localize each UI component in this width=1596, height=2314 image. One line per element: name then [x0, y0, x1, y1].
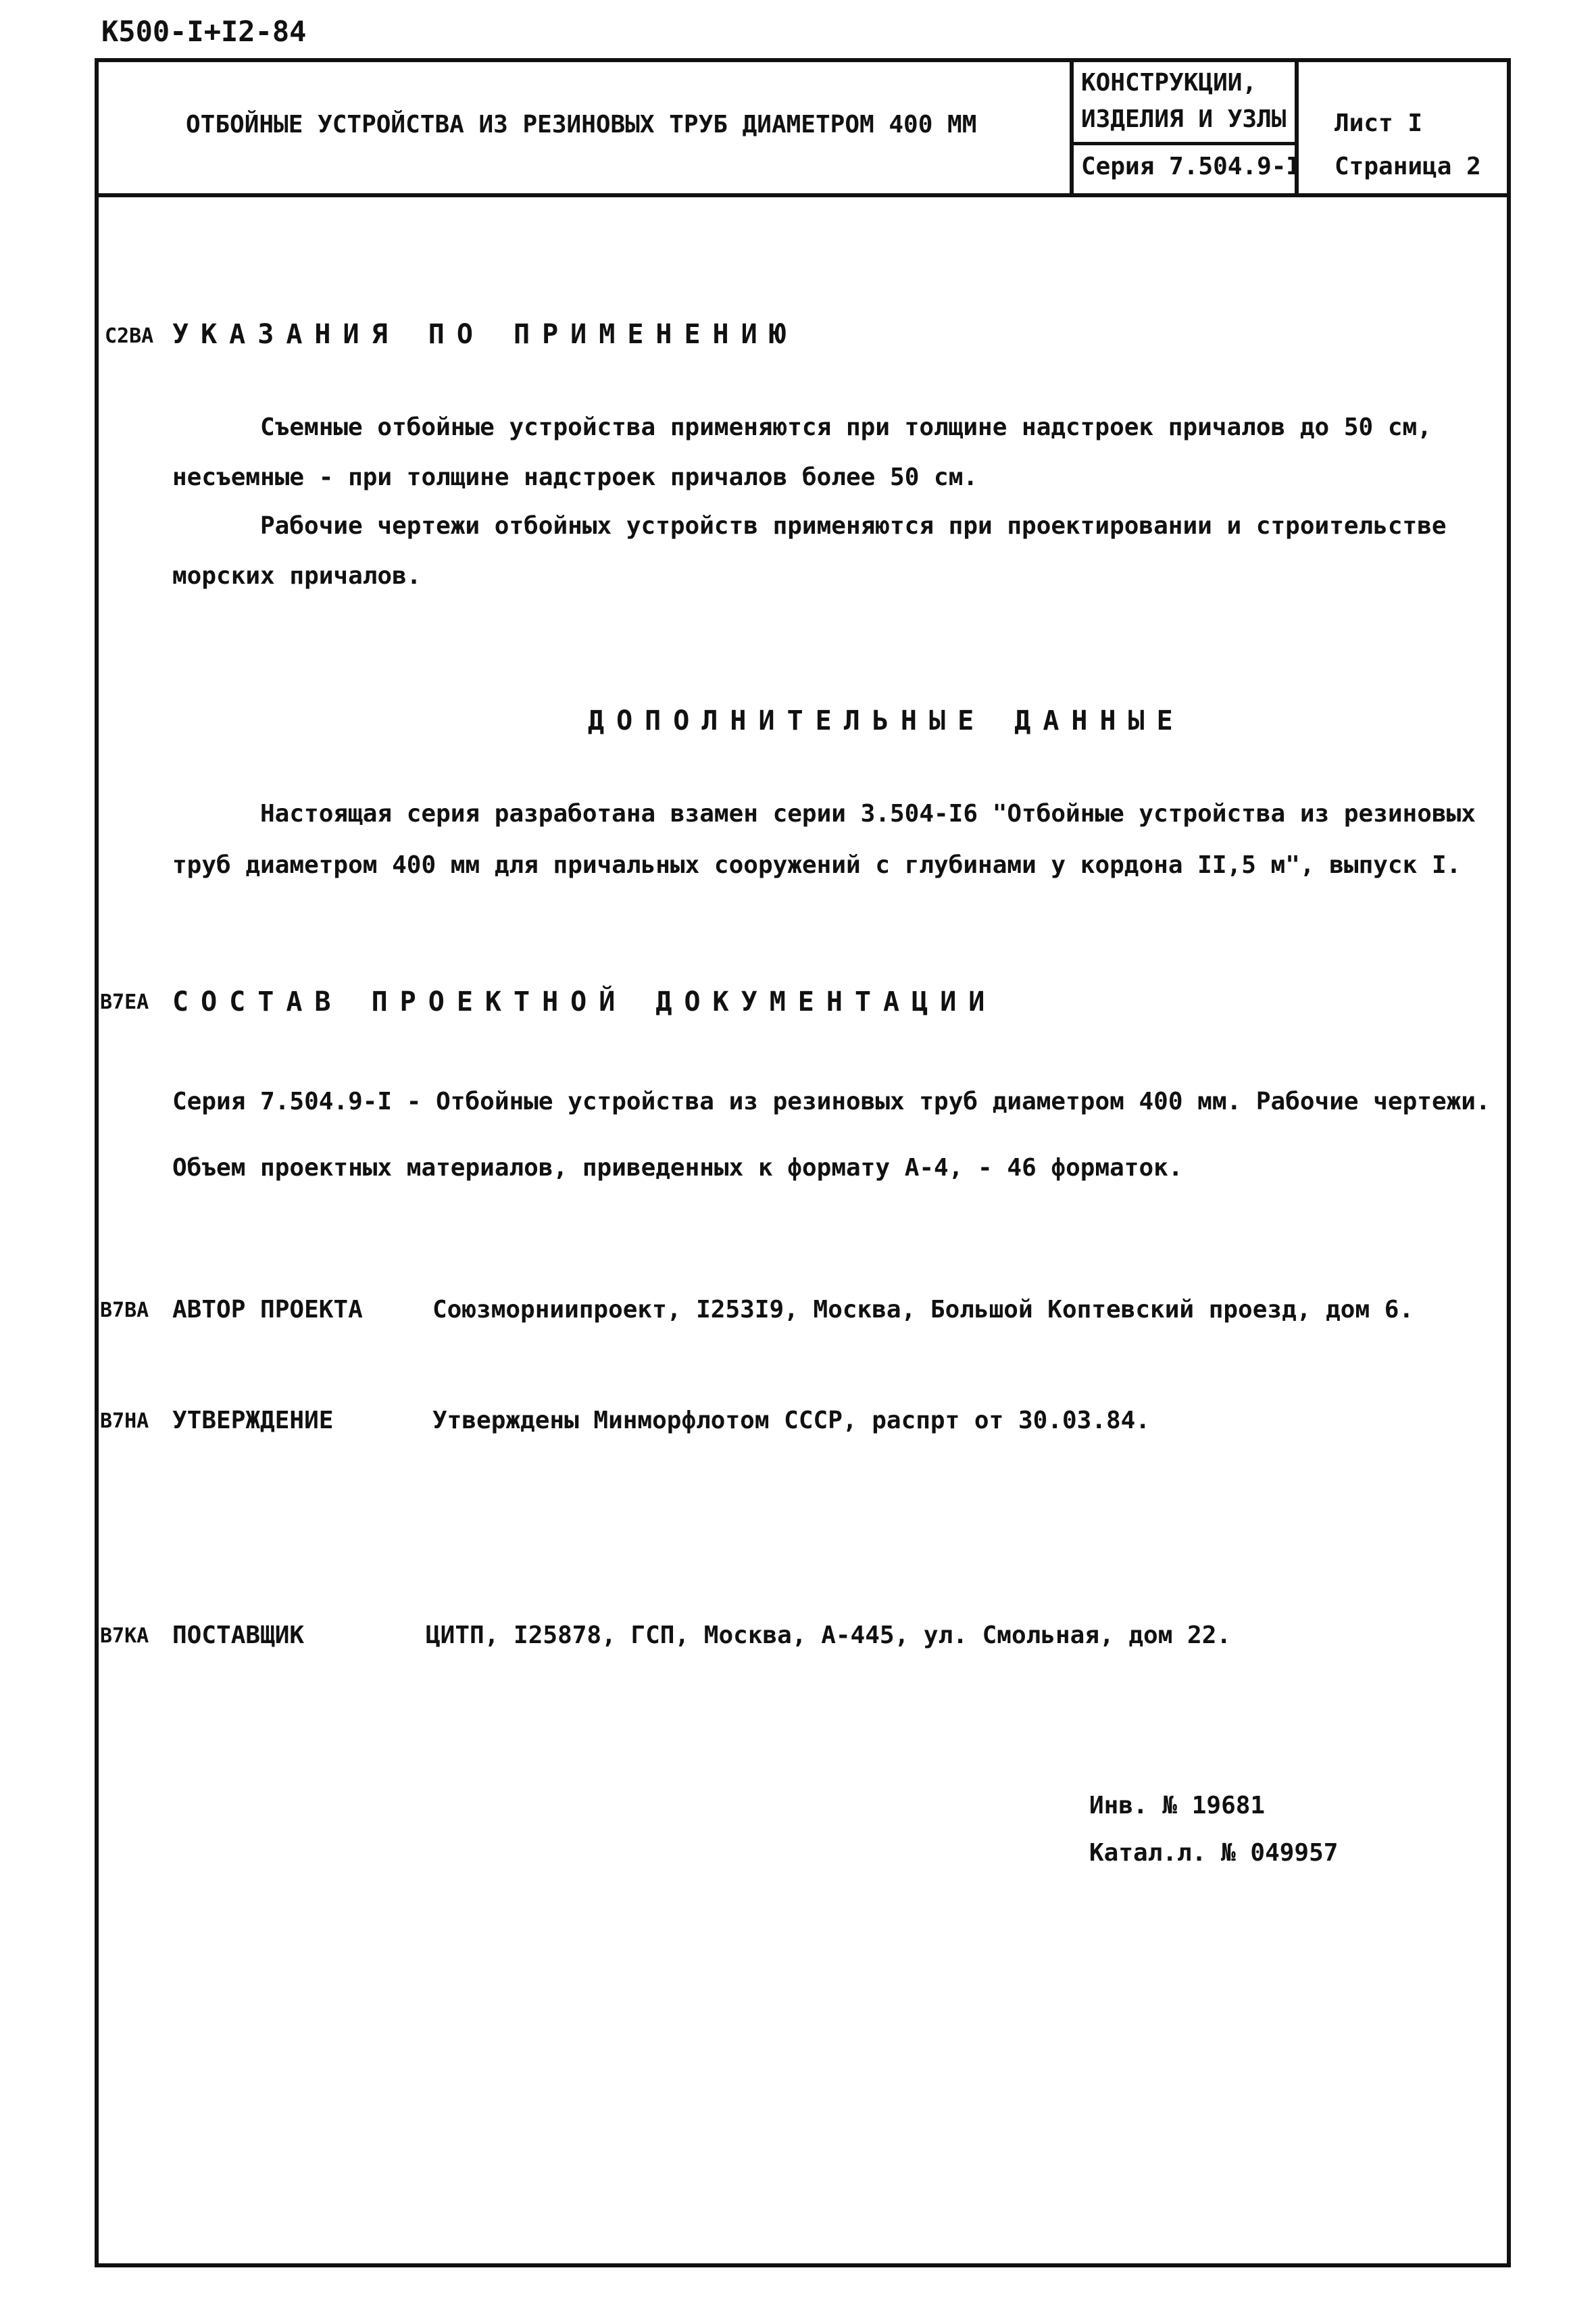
usage-section-code: C2BA — [105, 324, 154, 348]
usage-heading: УКАЗАНИЯ ПО ПРИМЕНЕНИЮ — [172, 319, 798, 350]
usage-line-3: Рабочие чертежи отбойных устройств применяются при проектировании и строительстве — [260, 512, 1447, 540]
approval-label: УТВЕРЖДЕНИЕ — [172, 1407, 334, 1434]
stamp-series: Серия 7.504.9-I — [1081, 153, 1301, 180]
supplier-value: ЦИТП, I25878, ГСП, Москва, А-445, ул. Смольная, дом 22. — [426, 1621, 1232, 1649]
approval-value: Утверждены Минморфлотом СССР, распрт от 30.03.84. — [432, 1407, 1151, 1434]
author-label: АВТОР ПРОЕКТА — [172, 1296, 363, 1324]
document-code: К500-I+I2-84 — [101, 15, 307, 48]
composition-section-code: B7EA — [100, 990, 149, 1014]
stamp-title: ОТБОЙНЫЕ УСТРОЙСТВА ИЗ РЕЗИНОВЫХ ТРУБ ДИАМЕТРОМ 400 ММ — [186, 111, 977, 139]
additional-line-1: Настоящая серия разработана взамен серии 3.504-I6 "Отбойные устройства из резиновых — [260, 800, 1476, 828]
stamp-page: Страница 2 — [1335, 153, 1481, 180]
supplier-label: ПОСТАВЩИК — [172, 1621, 305, 1649]
additional-heading: ДОПОЛНИТЕЛЬНЫЕ ДАННЫЕ — [588, 705, 1185, 736]
stamp-category-line2: ИЗДЕЛИЯ И УЗЛЫ — [1081, 105, 1287, 133]
composition-line-1: Серия 7.504.9-I - Отбойные устройства из резиновых труб диаметром 400 мм. Рабочие чертежи. — [172, 1088, 1491, 1115]
usage-line-2: несъемные - при толщине надстроек причалов более 50 см. — [172, 463, 978, 491]
author-value: Союзморниипроект, I253I9, Москва, Большой Коптевский проезд, дом 6. — [432, 1296, 1414, 1324]
inventory-number: Инв. № 19681 — [1089, 1792, 1266, 1819]
stamp-row-divider — [1074, 142, 1295, 145]
title-stamp — [95, 58, 1511, 197]
stamp-category-line1: КОНСТРУКЦИИ, — [1081, 69, 1257, 97]
stamp-sheet: Лист I — [1335, 109, 1423, 137]
approval-code: B7HA — [100, 1409, 149, 1433]
composition-heading: СОСТАВ ПРОЕКТНОЙ ДОКУМЕНТАЦИИ — [172, 986, 997, 1017]
stamp-divider-1 — [1070, 58, 1074, 193]
supplier-code: B7KA — [100, 1624, 149, 1648]
catalog-number: Катал.л. № 049957 — [1089, 1839, 1339, 1867]
composition-line-2: Объем проектных материалов, приведенных к формату А-4, - 46 форматок. — [172, 1154, 1183, 1182]
usage-line-4: морских причалов. — [172, 562, 422, 590]
author-code: B7BA — [100, 1299, 149, 1322]
additional-line-2: труб диаметром 400 мм для причальных сооружений с глубинами у кордона II,5 м", выпуск I. — [172, 851, 1462, 879]
usage-line-1: Съемные отбойные устройства применяются при толщине надстроек причалов до 50 см, — [260, 413, 1432, 441]
